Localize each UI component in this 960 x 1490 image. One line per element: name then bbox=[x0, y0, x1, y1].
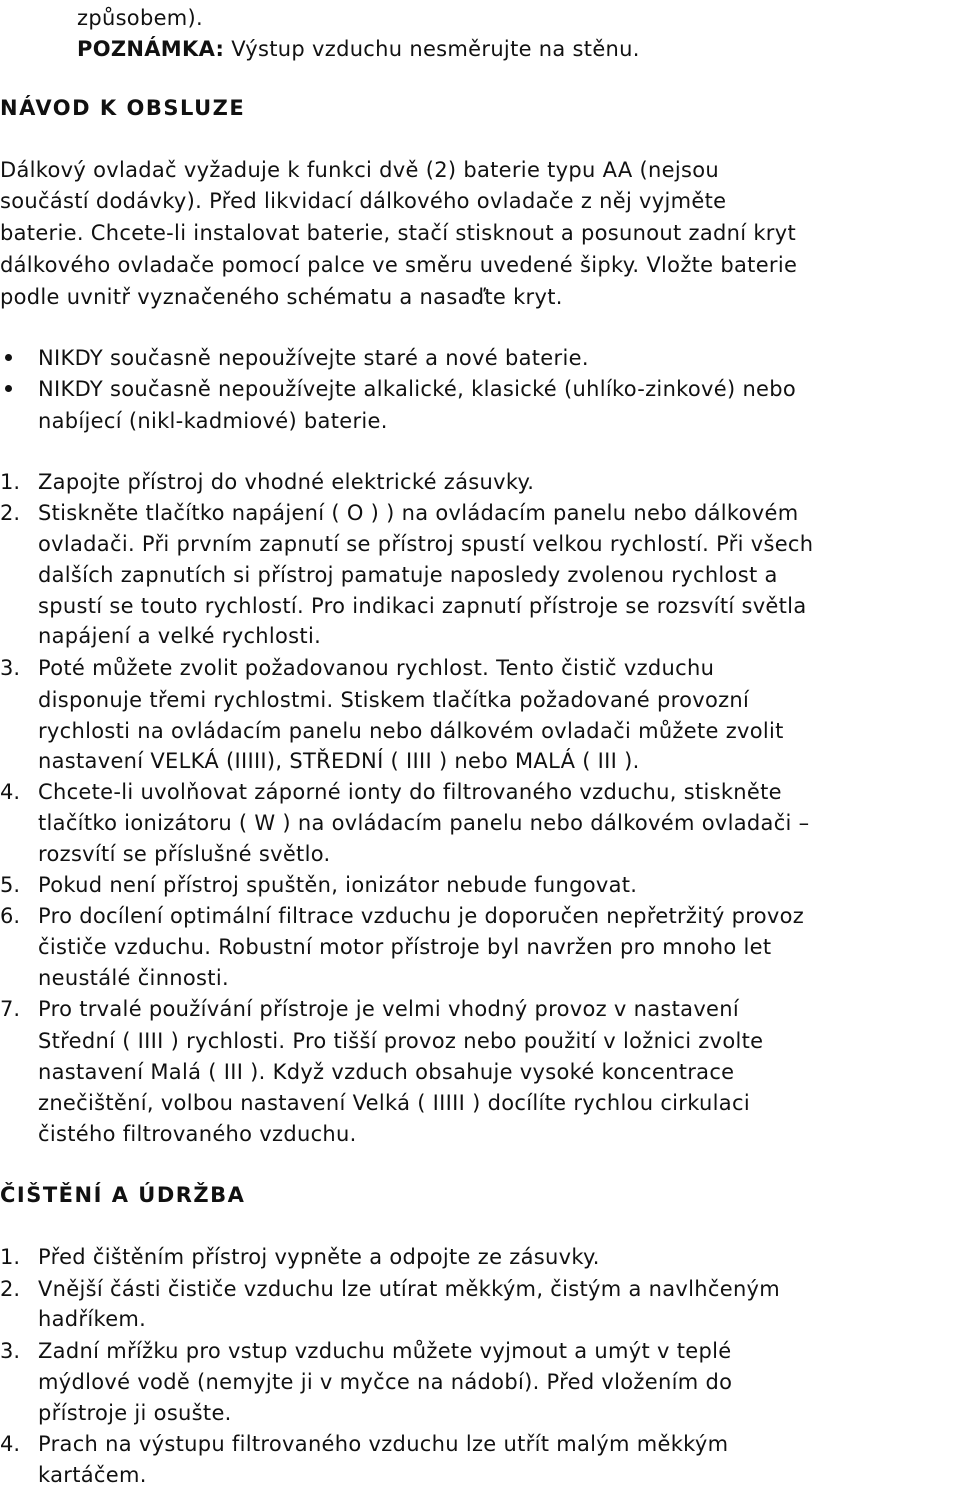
step-text: spustí se touto rychlostí. Pro indikaci zapnutí přístroje se rozsvítí světla bbox=[38, 594, 807, 618]
section-heading-cleaning: ČIŠTĚNÍ A ÚDRŽBA bbox=[0, 1183, 246, 1207]
note-text: Výstup vzduchu nesměrujte na stěnu. bbox=[224, 37, 640, 61]
step-number: 4. bbox=[0, 1432, 21, 1456]
step-text: Pro trvalé používání přístroje je velmi vhodný provoz v nastavení bbox=[38, 997, 740, 1021]
step-number: 7. bbox=[0, 997, 21, 1021]
step-text: dalších zapnutích si přístroj pamatuje naposledy zvolenou rychlost a bbox=[38, 563, 778, 587]
intro-line: způsobem). bbox=[77, 6, 204, 30]
note-label: POZNÁMKA: bbox=[77, 37, 225, 61]
paragraph-line: podle uvnitř vyznačeného schématu a nasaďte kryt. bbox=[0, 285, 563, 309]
step-text: Zapojte přístroj do vhodné elektrické zásuvky. bbox=[38, 470, 535, 494]
step-text: ovladači. Při prvním zapnutí se přístroj spustí velkou rychlostí. Při všech bbox=[38, 532, 814, 556]
step-text: disponuje třemi rychlostmi. Stiskem tlačítka požadované provozní bbox=[38, 688, 750, 712]
step-number: 5. bbox=[0, 873, 21, 897]
step-text: Chcete-li uvolňovat záporné ionty do filtrovaného vzduchu, stiskněte bbox=[38, 780, 782, 804]
step-number: 6. bbox=[0, 904, 21, 928]
step-text: neustálé činnosti. bbox=[38, 966, 229, 990]
step-number: 2. bbox=[0, 1277, 21, 1301]
paragraph-line: součástí dodávky). Před likvidací dálkového ovladače z něj vyjměte bbox=[0, 189, 727, 213]
step-text: napájení a velké rychlosti. bbox=[38, 624, 322, 648]
step-text: Poté můžete zvolit požadovanou rychlost. Tento čistič vzduchu bbox=[38, 656, 715, 680]
step-text: hadříkem. bbox=[38, 1307, 147, 1331]
step-text: Prach na výstupu filtrovaného vzduchu lze utřít malým měkkým bbox=[38, 1432, 729, 1456]
step-text: rozsvítí se příslušné světlo. bbox=[38, 842, 331, 866]
step-text: nastavení VELKÁ (IIIII), STŘEDNÍ ( IIII ) nebo MALÁ ( III ). bbox=[38, 749, 640, 773]
note-line bbox=[77, 34, 640, 64]
step-text: přístroje ji osušte. bbox=[38, 1401, 232, 1425]
step-text: tlačítko ionizátoru ( W ) na ovládacím panelu nebo dálkovém ovladači – bbox=[38, 811, 810, 835]
step-text: Zadní mřížku pro vstup vzduchu můžete vyjmout a umýt v teplé bbox=[38, 1339, 732, 1363]
step-number: 1. bbox=[0, 470, 21, 494]
bullet-icon bbox=[5, 385, 12, 392]
paragraph-line: Dálkový ovladač vyžaduje k funkci dvě (2) baterie typu AA (nejsou bbox=[0, 158, 719, 182]
bullet-item: NIKDY současně nepoužívejte staré a nové baterie. bbox=[38, 346, 589, 370]
step-text: Vnější části čističe vzduchu lze utírat měkkým, čistým a navlhčeným bbox=[38, 1277, 781, 1301]
paragraph-line: dálkového ovladače pomocí palce ve směru uvedené šipky. Vložte baterie bbox=[0, 253, 798, 277]
bullet-item-continuation: nabíjecí (nikl-kadmiové) baterie. bbox=[38, 409, 388, 433]
step-number: 3. bbox=[0, 1339, 21, 1363]
step-text: Střední ( IIII ) rychlosti. Pro tišší provoz nebo použití v ložnici zvolte bbox=[38, 1029, 764, 1053]
step-number: 4. bbox=[0, 780, 21, 804]
paragraph-line: baterie. Chcete-li instalovat baterie, stačí stisknout a posunout zadní kryt bbox=[0, 221, 797, 245]
step-text: znečištění, volbou nastavení Velká ( IIIII ) docílíte rychlou cirkulaci bbox=[38, 1091, 750, 1115]
step-text: Před čištěním přístroj vypněte a odpojte ze zásuvky. bbox=[38, 1245, 600, 1269]
step-number: 1. bbox=[0, 1245, 21, 1269]
step-text: Pokud není přístroj spuštěn, ionizátor nebude fungovat. bbox=[38, 873, 638, 897]
step-text: nastavení Malá ( III ). Když vzduch obsahuje vysoké koncentrace bbox=[38, 1060, 735, 1084]
step-number: 3. bbox=[0, 656, 21, 680]
step-text: rychlosti na ovládacím panelu nebo dálkovém ovladači můžete zvolit bbox=[38, 719, 784, 743]
bullet-icon bbox=[5, 354, 12, 361]
section-heading-operation: NÁVOD K OBSLUZE bbox=[0, 96, 246, 120]
step-text: Pro docílení optimální filtrace vzduchu je doporučen nepřetržitý provoz bbox=[38, 904, 805, 928]
step-text: kartáčem. bbox=[38, 1463, 147, 1487]
step-text: čističe vzduchu. Robustní motor přístroje byl navržen pro mnoho let bbox=[38, 935, 772, 959]
step-text: čistého filtrovaného vzduchu. bbox=[38, 1122, 357, 1146]
step-text: mýdlové vodě (nemyjte ji v myčce na nádobí). Před vložením do bbox=[38, 1370, 733, 1394]
step-text: Stiskněte tlačítko napájení ( O ) ) na ovládacím panelu nebo dálkovém bbox=[38, 501, 799, 525]
step-number: 2. bbox=[0, 501, 21, 525]
bullet-item: NIKDY současně nepoužívejte alkalické, klasické (uhlíko-zinkové) nebo bbox=[38, 377, 797, 401]
